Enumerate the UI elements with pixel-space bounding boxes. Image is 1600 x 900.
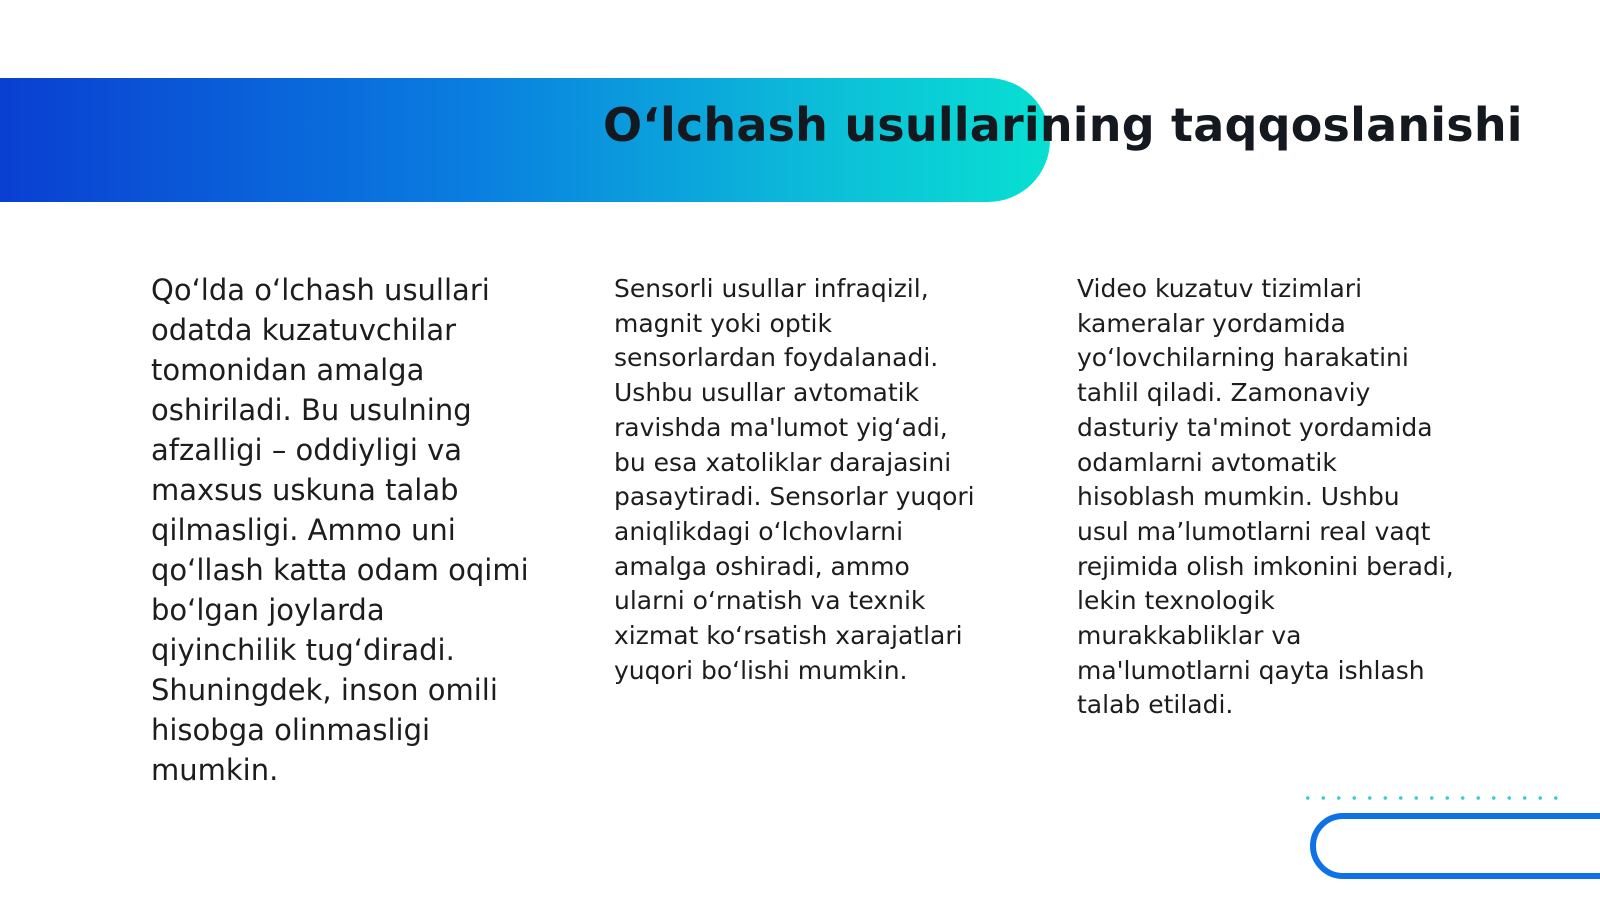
slide-title: O‘lchash usullarining taqqoslanishi [603,98,1523,152]
column-video-methods: Video kuzatuv tizimlari kameralar yordamida yo‘lovchilarning harakatini tahlil qiladi. Zamonaviy dasturiy ta'minot yordamida odamlarni avtomatik hisoblash mumkin. Ushbu usul ma’lumotlarni real vaqt rejimida olish imkonini beradi, lekin texnologik murakkabliklar va ma'lumotlarni qayta ishlash talab etiladi. [1077,274,1454,720]
column-sensor-methods: Sensorli usullar infraqizil, magnit yoki optik sensorlardan foydalanadi. Ushbu usullar avtomatik ravishda ma'lumot yig‘adi, bu esa xatoliklar darajasini pasaytiradi. Sensorlar yuqori aniqlikdagi o‘lchovlarni amalga oshiradi, ammo ularni o‘rnatish va texnik xizmat ko‘rsatish xarajatlari yuqori bo‘lishi mumkin. [614,274,975,685]
decorative-dot-row [1300,795,1565,801]
column-manual-methods: Qo‘lda o‘lchash usullari odatda kuzatuvchilar tomonidan amalga oshiriladi. Bu usulning afzalligi – oddiyligi va maxsus uskuna talab qilmasligi. Ammo uni qo‘llash katta odam oqimi bo‘lgan joylarda qiyinchilik tug‘diradi. Shuningdek, inson omili hisobga olinmasligi mumkin. [151,273,529,787]
decorative-pill-outline [1310,813,1600,879]
